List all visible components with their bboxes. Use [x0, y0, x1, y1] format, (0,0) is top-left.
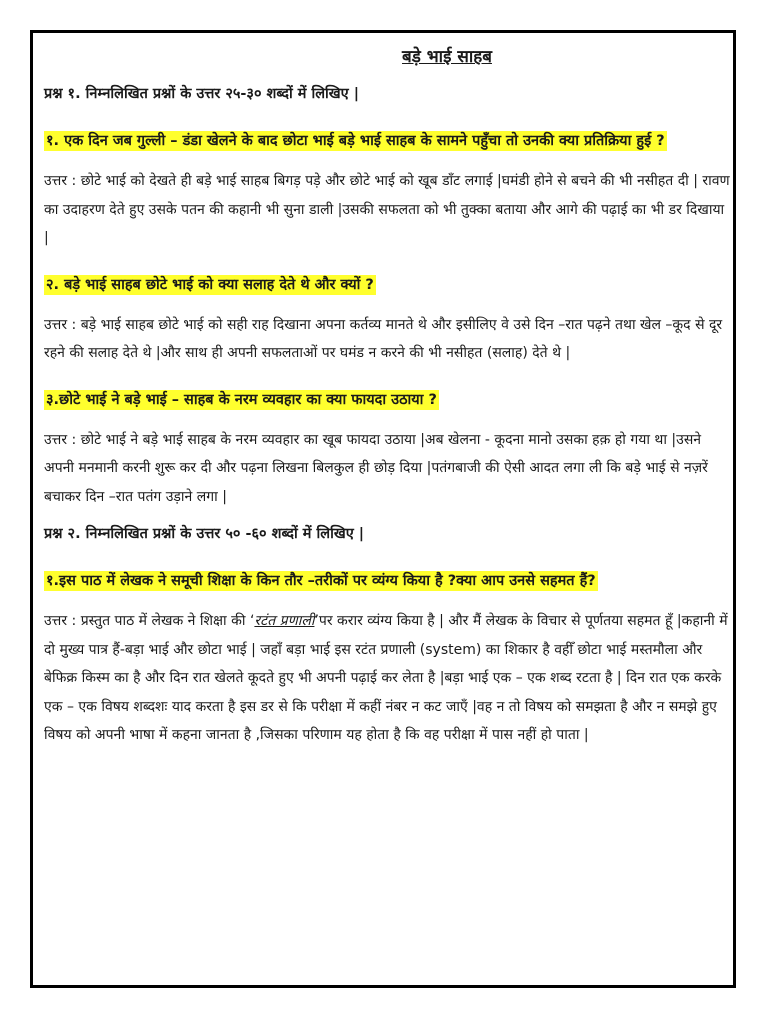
answer-2-1-pre: उत्तर : प्रस्तुत पाठ में लेखक ने शिक्षा की ‘ [44, 613, 255, 629]
question-1-2-text: २. बड़े भाई साहब छोटे भाई को क्या सलाह देते थे और क्यों ? [46, 276, 374, 293]
answer-1-2: उत्तर : बड़े भाई साहब छोटे भाई को सही राह दिखाना अपना कर्तव्य मानते थे और इसीलिए वे उसे दिन –रात पढ़ने तथा खेल –कूद से दूर रहने की सलाह देते थे |और साथ ही अपनी सफलताओं पर घमंड न करने की भी नसीहत (सलाह) देते थे | [44, 316, 723, 361]
question-1-1-text: १. एक दिन जब गुल्ली – डंडा खेलने के बाद छोटा भाई बड़े भाई साहब के सामने पहुँचा तो उनकी क्या प्रतिक्रिया हुई ? [46, 133, 665, 149]
section-2-heading: प्रश्न २. निम्नलिखित प्रश्नों के उत्तर ५० -६० शब्दों में लिखिए | [44, 526, 365, 542]
question-1-3-text: ३.छोटे भाई ने बड़े भाई – साहब के नरम व्यवहार का क्या फायदा उठाया ? [46, 391, 437, 408]
answer-2-1-term: रटंत प्रणाली [254, 613, 315, 629]
question-2-1 [44, 561, 730, 601]
document-body [44, 40, 730, 762]
answer-2-1 [44, 607, 730, 750]
question-1-3 [44, 380, 730, 420]
question-1-1 [44, 121, 730, 161]
question-1-2 [44, 265, 730, 305]
document-title: बड़े भाई साहब [402, 47, 492, 67]
answer-1-1: उत्तर : छोटे भाई को देखते ही बड़े भाई साहब बिगड़ पड़े और छोटे भाई को खूब डाँट लगाई |घमंडी होने से बचने की भी नसीहत दी | रावण का उदाहरण देते हुए उसके पतन की कहानी भी सुना डाली |उसकी सफलता को भी तुक्का बताया और आगे की पढ़ाई का भी डर दिखाया | [44, 173, 730, 246]
answer-2-1-post: ’पर करार व्यंग्य किया है | और मैं लेखक के विचार से पूर्णतया सहमत हूँ |कहानी में दो मुख्य पात्र हैं-बड़ा भाई और छोटा भाई | जहाँ बड़ा भाई इस रटंत प्रणाली (system) का शिकार है वहीँ छोटा भाई मस्तमौला और बेफिक्र किस्म का है और दिन रात खेलते कूदते हुए भी अपनी पढ़ाई कर लेता है |बड़ा भाई एक – एक शब्द रटता है | दिन रात एक करके एक – एक विषय शब्दशः याद करता है इस डर से कि परीक्षा में कहीं नंबर न कट जाएँ |वह न तो विषय को समझता है और न समझे हुए विषय को अपनी भाषा में कहना जानता है ,जिसका परिणाम यह होता है कि वह परीक्षा में पास नहीं हो पाता | [44, 613, 728, 743]
section-1-heading: प्रश्न १. निम्नलिखित प्रश्नों के उत्तर २५-३० शब्दों में लिखिए | [44, 86, 360, 102]
answer-1-3: उत्तर : छोटे भाई ने बड़े भाई साहब के नरम व्यवहार का खूब फायदा उठाया |अब खेलना - कूदना मानो उसका हक़ हो गया था |उसने अपनी मनमानी करनी शुरू कर दी और पढ़ना लिखना बिलकुल ही छोड़ दिया |पतंगबाजी की ऐसी आदत लगा ली कि बड़े भाई से नज़रें बचाकर दिन –रात पतंग उड़ाने लगा | [44, 431, 708, 505]
question-2-1-text: १.इस पाठ में लेखक ने समूची शिक्षा के किन तौर –तरीकों पर व्यंग्य किया है ?क्या आप उनसे सहमत हैं? [46, 573, 596, 589]
